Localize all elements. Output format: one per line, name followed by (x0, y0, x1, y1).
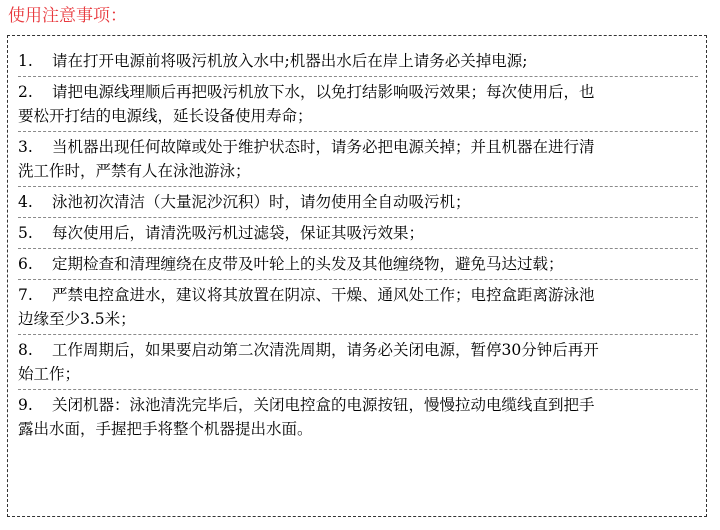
item-line (18, 338, 698, 362)
item-text: 当机器出现任何故障或处于维护状态时，请务必把电源关掉；并且机器在进行清 (52, 138, 595, 156)
item-number: 2. (18, 83, 33, 101)
list-item (18, 77, 698, 132)
item-text: 定期检查和清理缠绕在皮带及叶轮上的头发及其他缠绕物，避免马达过载； (52, 255, 564, 273)
item-text: 请把电源线理顺后再把吸污机放下水，以免打结影响吸污效果；每次使用后，也 (52, 83, 595, 101)
item-text: 泳池初次清洁（大量泥沙沉积）时，请勿使用全自动吸污机； (52, 193, 471, 211)
item-line-continued: 边缘至少3.5米； (18, 310, 136, 328)
list-item (18, 280, 698, 335)
item-number: 8. (18, 341, 33, 359)
list-item (18, 390, 698, 444)
item-line (18, 49, 698, 73)
item-line-continued: 始工作； (18, 365, 81, 383)
notice-list (18, 46, 698, 444)
list-item (18, 218, 698, 249)
item-text: 关闭机器：泳池清洗完毕后，关闭电控盒的电源按钮，慢慢拉动电缆线直到把手 (52, 396, 595, 414)
item-number: 6. (18, 255, 33, 273)
item-text: 每次使用后，请清洗吸污机过滤袋，保证其吸污效果； (52, 224, 425, 242)
item-number: 9. (18, 396, 33, 414)
list-item (18, 335, 698, 390)
item-line (18, 80, 698, 104)
item-number: 5. (18, 224, 33, 242)
item-number: 1. (18, 52, 33, 70)
item-line (18, 252, 698, 276)
item-line-continued: 露出水面，手握把手将整个机器提出水面。 (18, 420, 313, 438)
item-number: 4. (18, 193, 33, 211)
list-item (18, 46, 698, 77)
item-number: 3. (18, 138, 33, 156)
item-line (18, 283, 698, 307)
item-line (18, 221, 698, 245)
item-text: 工作周期后，如果要启动第二次清洗周期，请务必关闭电源，暂停30分钟后再开 (52, 341, 599, 359)
list-item (18, 132, 698, 187)
item-line-continued: 要松开打结的电源线，延长设备使用寿命； (18, 107, 313, 125)
item-line-continued: 洗工作时，严禁有人在泳池游泳； (18, 162, 251, 180)
item-line (18, 393, 698, 417)
list-item (18, 187, 698, 218)
item-text: 严禁电控盒进水，建议将其放置在阴凉、干燥、通风处工作；电控盒距离游泳池 (52, 286, 595, 304)
list-item (18, 249, 698, 280)
item-line (18, 135, 698, 159)
item-number: 7. (18, 286, 33, 304)
notice-box (7, 35, 707, 517)
item-line (18, 190, 698, 214)
item-text: 请在打开电源前将吸污机放入水中;机器出水后在岸上请务必关掉电源; (52, 52, 528, 70)
page-title: 使用注意事项： (8, 6, 127, 26)
